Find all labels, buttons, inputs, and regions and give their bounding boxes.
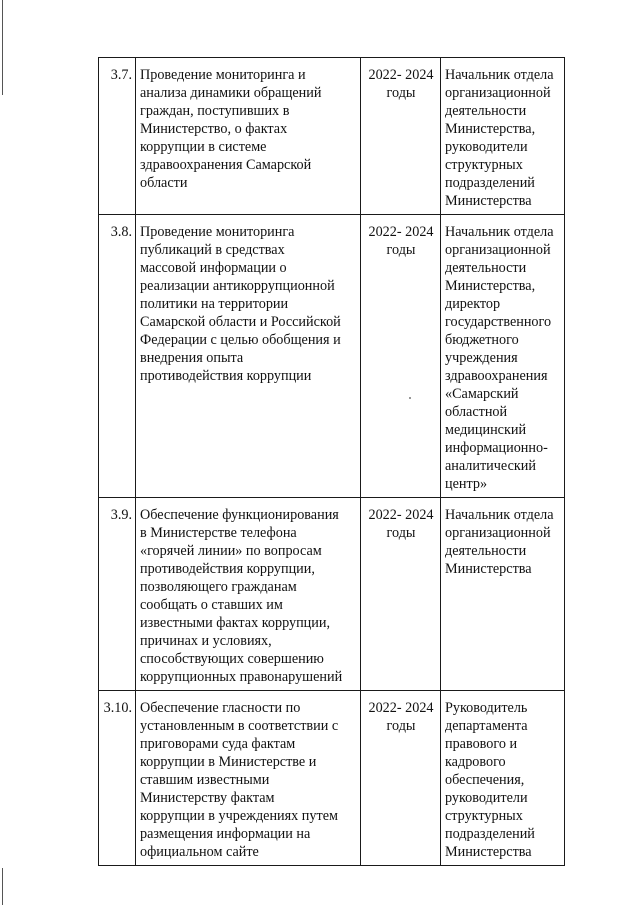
text-line: причинах и условиях, (140, 633, 272, 649)
text-line: сообщать о ставших им (140, 597, 283, 613)
left-margin-line-bottom (2, 868, 3, 905)
text-line: установленным в соответствии с (140, 718, 339, 734)
text-line: Самарской области и Российской (140, 314, 341, 330)
text-line: размещения информации на (140, 826, 311, 842)
text-line: позволяющего гражданам (140, 579, 297, 595)
text-line: директор (445, 296, 501, 312)
text-line: учреждения (445, 350, 518, 366)
item-number: 3.7. (99, 58, 136, 215)
text-line: противодействия коррупции, (140, 561, 315, 577)
measure-description (136, 691, 361, 866)
text-line: подразделений (445, 826, 535, 842)
text-line: противодействия коррупции (140, 368, 312, 384)
text-line: организационной (445, 85, 551, 101)
text-line: руководители (445, 790, 528, 806)
text-line: структурных (445, 157, 523, 173)
text-line: внедрения опыта (140, 350, 244, 366)
text-line: 2022- 2024 (368, 507, 434, 523)
item-number: 3.10. (99, 691, 136, 866)
text-line: массовой информации о (140, 260, 287, 276)
text-line: граждан, поступивших в (140, 103, 290, 119)
text-line: Проведение мониторинга и (140, 67, 306, 83)
text-line: Начальник отдела (445, 507, 554, 523)
text-line: Руководитель (445, 700, 528, 716)
text-line: области (140, 175, 188, 191)
text-line: политики на территории (140, 296, 289, 312)
text-line: Проведение мониторинга (140, 224, 295, 240)
item-number: 3.9. (99, 498, 136, 691)
text-line: областной (445, 404, 508, 420)
text-line: приговорами суда фактам (140, 736, 296, 752)
text-line: структурных (445, 808, 523, 824)
responsible-executor (441, 498, 565, 691)
text-line: медицинский (445, 422, 527, 438)
anticorruption-plan-table (98, 57, 565, 866)
text-line: коррупции в учреждениях путем (140, 808, 338, 824)
text-line: коррупционных правонарушений (140, 669, 343, 685)
text-line: департамента (445, 718, 528, 734)
text-line: Министерству фактам (140, 790, 275, 806)
responsible-executor (441, 691, 565, 866)
text-line: здравоохранения (445, 368, 548, 384)
text-line: Начальник отдела (445, 224, 554, 240)
text-line: Министерства (445, 844, 532, 860)
implementation-period (361, 691, 441, 866)
text-line: ставшим известными (140, 772, 270, 788)
implementation-period (361, 215, 441, 498)
text-line: обеспечения, (445, 772, 525, 788)
measure-description (136, 498, 361, 691)
text-line: Министерство, о фактах (140, 121, 288, 137)
text-line: организационной (445, 242, 551, 258)
text-line: «Самарский (445, 386, 519, 402)
text-line: организационной (445, 525, 551, 541)
text-line: деятельности (445, 543, 527, 559)
text-line: годы (386, 525, 416, 541)
text-line: Обеспечение функционирования (140, 507, 339, 523)
text-line: деятельности (445, 260, 527, 276)
text-line: здравоохранения Самарской (140, 157, 312, 173)
text-line: коррупции в Министерстве и (140, 754, 317, 770)
table-row (99, 691, 565, 866)
text-line: бюджетного (445, 332, 519, 348)
text-line: известными фактах коррупции, (140, 615, 330, 631)
table-row (99, 58, 565, 215)
text-line: правового и (445, 736, 518, 752)
text-line: годы (386, 718, 416, 734)
implementation-period (361, 58, 441, 215)
text-line: Министерства, (445, 121, 536, 137)
text-line: реализации антикоррупционной (140, 278, 335, 294)
text-line: 2022- 2024 (368, 224, 434, 240)
table-row (99, 215, 565, 498)
text-line: центр» (445, 476, 488, 492)
text-line: способствующих совершению (140, 651, 324, 667)
text-line: годы (386, 85, 416, 101)
text-line: Министерства (445, 193, 532, 209)
text-line: государственного (445, 314, 552, 330)
item-number: 3.8. (99, 215, 136, 498)
implementation-period (361, 498, 441, 691)
text-line: Министерства, (445, 278, 536, 294)
table-row (99, 498, 565, 691)
text-line: информационно- (445, 440, 548, 456)
text-line: годы (386, 242, 416, 258)
text-line: Федерации с целью обобщения и (140, 332, 341, 348)
responsible-executor (441, 215, 565, 498)
text-line: 2022- 2024 (368, 700, 434, 716)
text-line: Начальник отдела (445, 67, 554, 83)
text-line: 2022- 2024 (368, 67, 434, 83)
text-line: «горячей линии» по вопросам (140, 543, 322, 559)
text-line: в Министерстве телефона (140, 525, 297, 541)
measure-description (136, 215, 361, 498)
scan-speck (409, 397, 411, 399)
text-line: официальном сайте (140, 844, 259, 860)
measure-description (136, 58, 361, 215)
text-line: анализа динамики обращений (140, 85, 322, 101)
left-margin-line-top (2, 0, 3, 95)
text-line: публикаций в средствах (140, 242, 285, 258)
responsible-executor (441, 58, 565, 215)
text-line: аналитический (445, 458, 536, 474)
text-line: руководители (445, 139, 528, 155)
text-line: кадрового (445, 754, 506, 770)
text-line: подразделений (445, 175, 535, 191)
text-line: деятельности (445, 103, 527, 119)
text-line: Министерства (445, 561, 532, 577)
text-line: коррупции в системе (140, 139, 267, 155)
text-line: Обеспечение гласности по (140, 700, 301, 716)
